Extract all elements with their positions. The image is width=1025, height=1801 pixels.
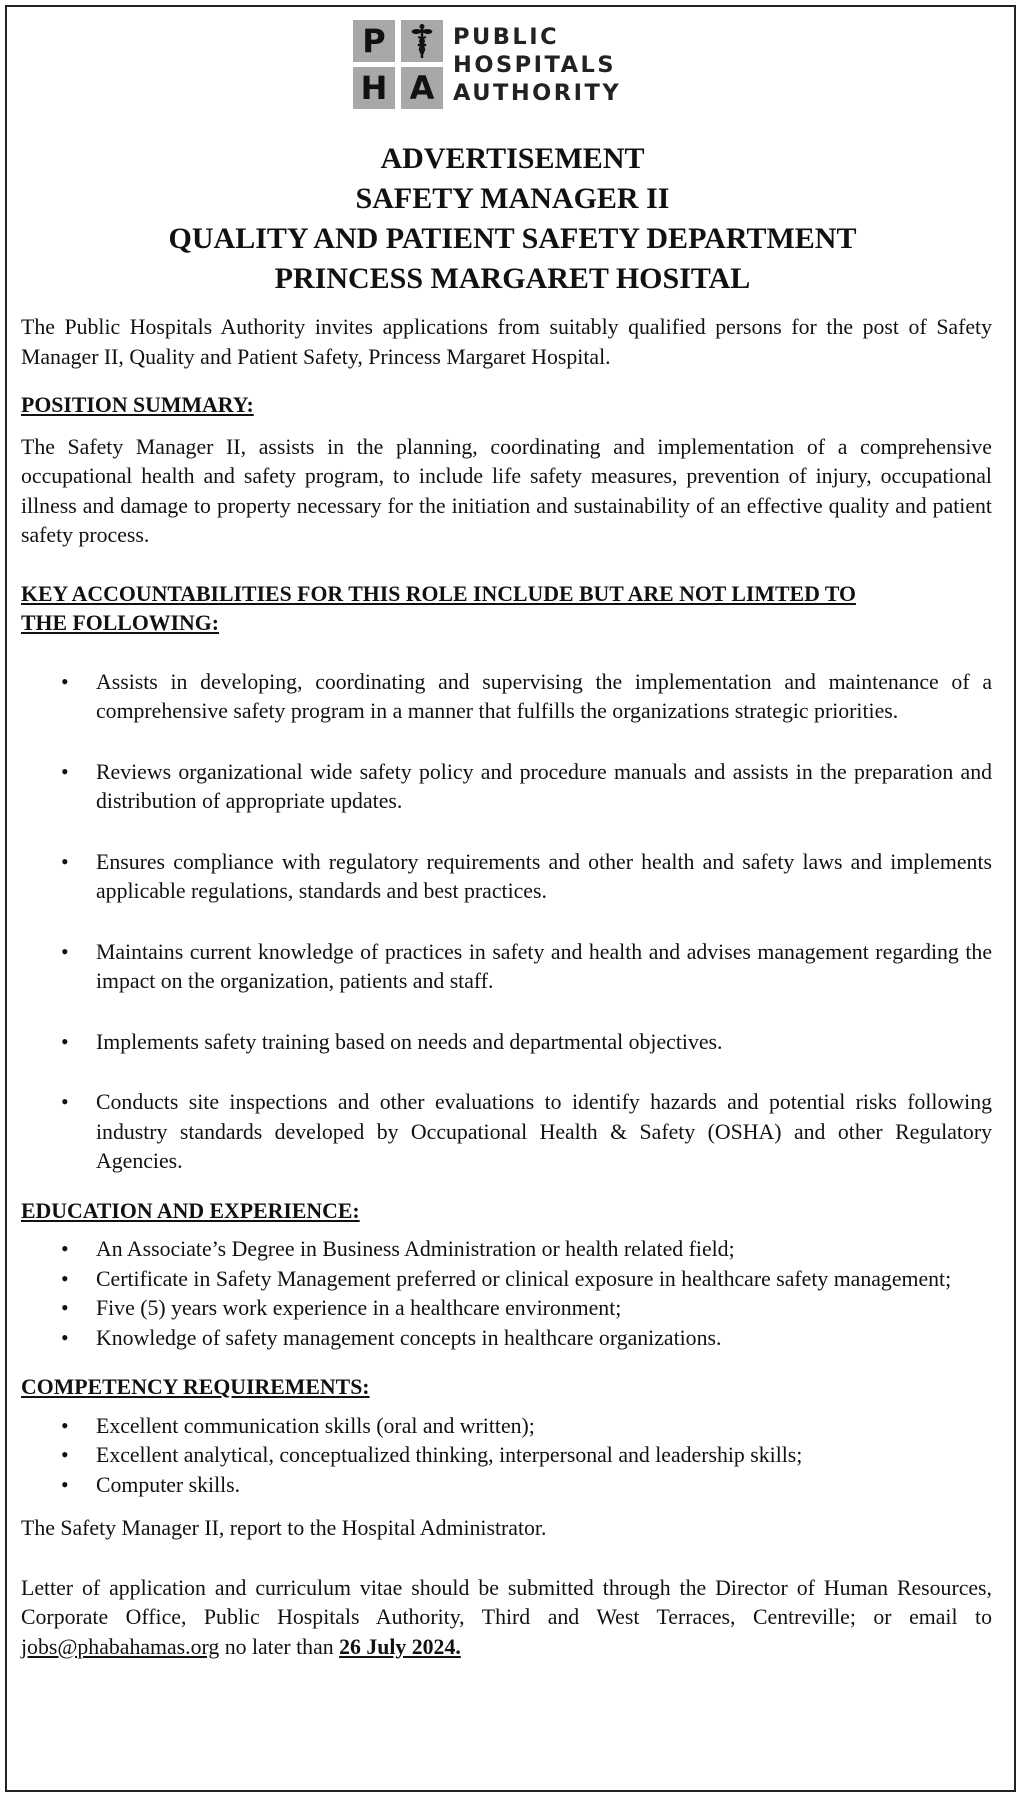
list-item-text: Assists in developing, coordinating and supervising the implementation and maintenance of a comprehensive safety program in a manner that fulfills the organizations strategic priorities. xyxy=(96,669,992,723)
email-link[interactable]: jobs@phabahamas.org xyxy=(21,1634,220,1659)
advertisement-heading xyxy=(0,139,1025,299)
list-item xyxy=(21,758,992,817)
application-deadline: 26 July 2024. xyxy=(339,1634,461,1659)
education-list xyxy=(21,1235,992,1353)
bullet-icon: • xyxy=(61,759,69,784)
logo-letter-h: H xyxy=(353,67,395,109)
list-item-text: Five (5) years work experience in a healthcare environment; xyxy=(96,1296,622,1320)
bullet-icon: • xyxy=(61,1472,69,1497)
bullet-icon: • xyxy=(61,1237,69,1261)
pha-logo xyxy=(353,20,621,109)
list-item xyxy=(21,1088,992,1177)
application-text: Letter of application and curriculum vitae should be submitted through the Director of Human Resources, Corporate Office, Public Hospitals Authority, Third and West Terraces, Centreville; or email to xyxy=(21,1575,992,1629)
bullet-icon: • xyxy=(61,1413,69,1438)
heading-department: QUALITY AND PATIENT SAFETY DEPARTMENT xyxy=(168,222,857,255)
heading-job-title: SAFETY MANAGER II xyxy=(355,182,670,215)
list-item xyxy=(21,1412,992,1442)
list-item-text: Ensures compliance with regulatory requirements and other health and safety laws and implements applicable regulations, standards and best practices. xyxy=(96,849,992,903)
logo-line-authority: AUTHORITY xyxy=(453,79,622,106)
application-paragraph xyxy=(21,1574,992,1663)
logo-line-public: PUBLIC xyxy=(453,23,560,50)
bullet-icon: • xyxy=(61,1029,69,1054)
advertisement-body xyxy=(21,313,992,1662)
accountabilities-list xyxy=(21,668,992,1177)
list-item-text: Excellent communication skills (oral and written); xyxy=(96,1413,535,1438)
bullet-icon: • xyxy=(61,1325,69,1350)
heading-advertisement: ADVERTISEMENT xyxy=(380,142,645,175)
logo-letter-a: A xyxy=(401,67,443,109)
competency-list xyxy=(21,1412,992,1501)
bullet-icon: • xyxy=(61,669,69,694)
bullet-icon: • xyxy=(61,1443,69,1467)
position-summary-title: POSITION SUMMARY: xyxy=(21,393,254,417)
list-item xyxy=(21,848,992,907)
list-item-text: Certificate in Safety Management preferred or clinical exposure in healthcare safety management; xyxy=(96,1266,952,1291)
logo-line-hospitals: HOSPITALS xyxy=(453,51,617,78)
logo-letter-grid xyxy=(353,20,443,109)
heading-hospital: PRINCESS MARGARET HOSITAL xyxy=(274,262,751,295)
bullet-icon: • xyxy=(61,1266,69,1291)
report-line: The Safety Manager II, report to the Hospital Administrator. xyxy=(21,1516,547,1540)
list-item xyxy=(21,1265,992,1295)
caduceus-icon xyxy=(401,20,443,62)
competency-title: COMPETENCY REQUIREMENTS: xyxy=(21,1375,370,1399)
logo-wordmark xyxy=(453,23,621,107)
accountabilities-title-line1: KEY ACCOUNTABILITIES FOR THIS ROLE INCLUDE BUT ARE NOT LIMTED TO xyxy=(21,581,856,606)
list-item-text: Computer skills. xyxy=(96,1472,241,1497)
list-item-text: Conducts site inspections and other evaluations to identify hazards and potential risks following industry standards developed by Occupational Health & Safety (OSHA) and other Regulatory Agencies. xyxy=(96,1090,992,1173)
list-item-text: Implements safety training based on needs and departmental objectives. xyxy=(96,1029,723,1054)
application-deadline-prefix: no later than xyxy=(219,1634,340,1659)
list-item-text: An Associate’s Degree in Business Administration or health related field; xyxy=(96,1237,735,1261)
position-summary-text: The Safety Manager II, assists in the planning, coordinating and implementation of a comprehensive occupational health and safety program, to include life safety measures, prevention of injury, occupational illness and damage to property necessary for the initiation and sustainability of an effective quality and patient safety process. xyxy=(21,434,992,547)
list-item xyxy=(21,1235,992,1265)
list-item-text: Excellent analytical, conceptualized thinking, interpersonal and leadership skills; xyxy=(96,1443,803,1467)
list-item xyxy=(21,1028,992,1058)
list-item-text: Knowledge of safety management concepts in healthcare organizations. xyxy=(96,1325,722,1350)
education-title: EDUCATION AND EXPERIENCE: xyxy=(21,1198,360,1223)
list-item xyxy=(21,1294,992,1324)
list-item-text: Reviews organizational wide safety policy and procedure manuals and assists in the preparation and distribution of appropriate updates. xyxy=(96,759,992,813)
list-item xyxy=(21,938,992,997)
logo-letter-p: P xyxy=(353,20,395,62)
bullet-icon: • xyxy=(61,1090,69,1114)
list-item-text: Maintains current knowledge of practices in safety and health and advises management regarding the impact on the organization, patients and staff. xyxy=(96,939,992,993)
list-item xyxy=(21,1441,992,1471)
bullet-icon: • xyxy=(61,849,69,874)
intro-paragraph: The Public Hospitals Authority invites applications from suitably qualified persons for the post of Safety Manager II, Quality and Patient Safety, Princess Margaret Hospital. xyxy=(21,315,992,369)
list-item xyxy=(21,1471,992,1501)
list-item xyxy=(21,668,992,727)
bullet-icon: • xyxy=(61,1296,69,1320)
accountabilities-title xyxy=(21,580,992,639)
accountabilities-title-line2: THE FOLLOWING: xyxy=(21,611,220,635)
list-item xyxy=(21,1324,992,1354)
bullet-icon: • xyxy=(61,939,69,964)
